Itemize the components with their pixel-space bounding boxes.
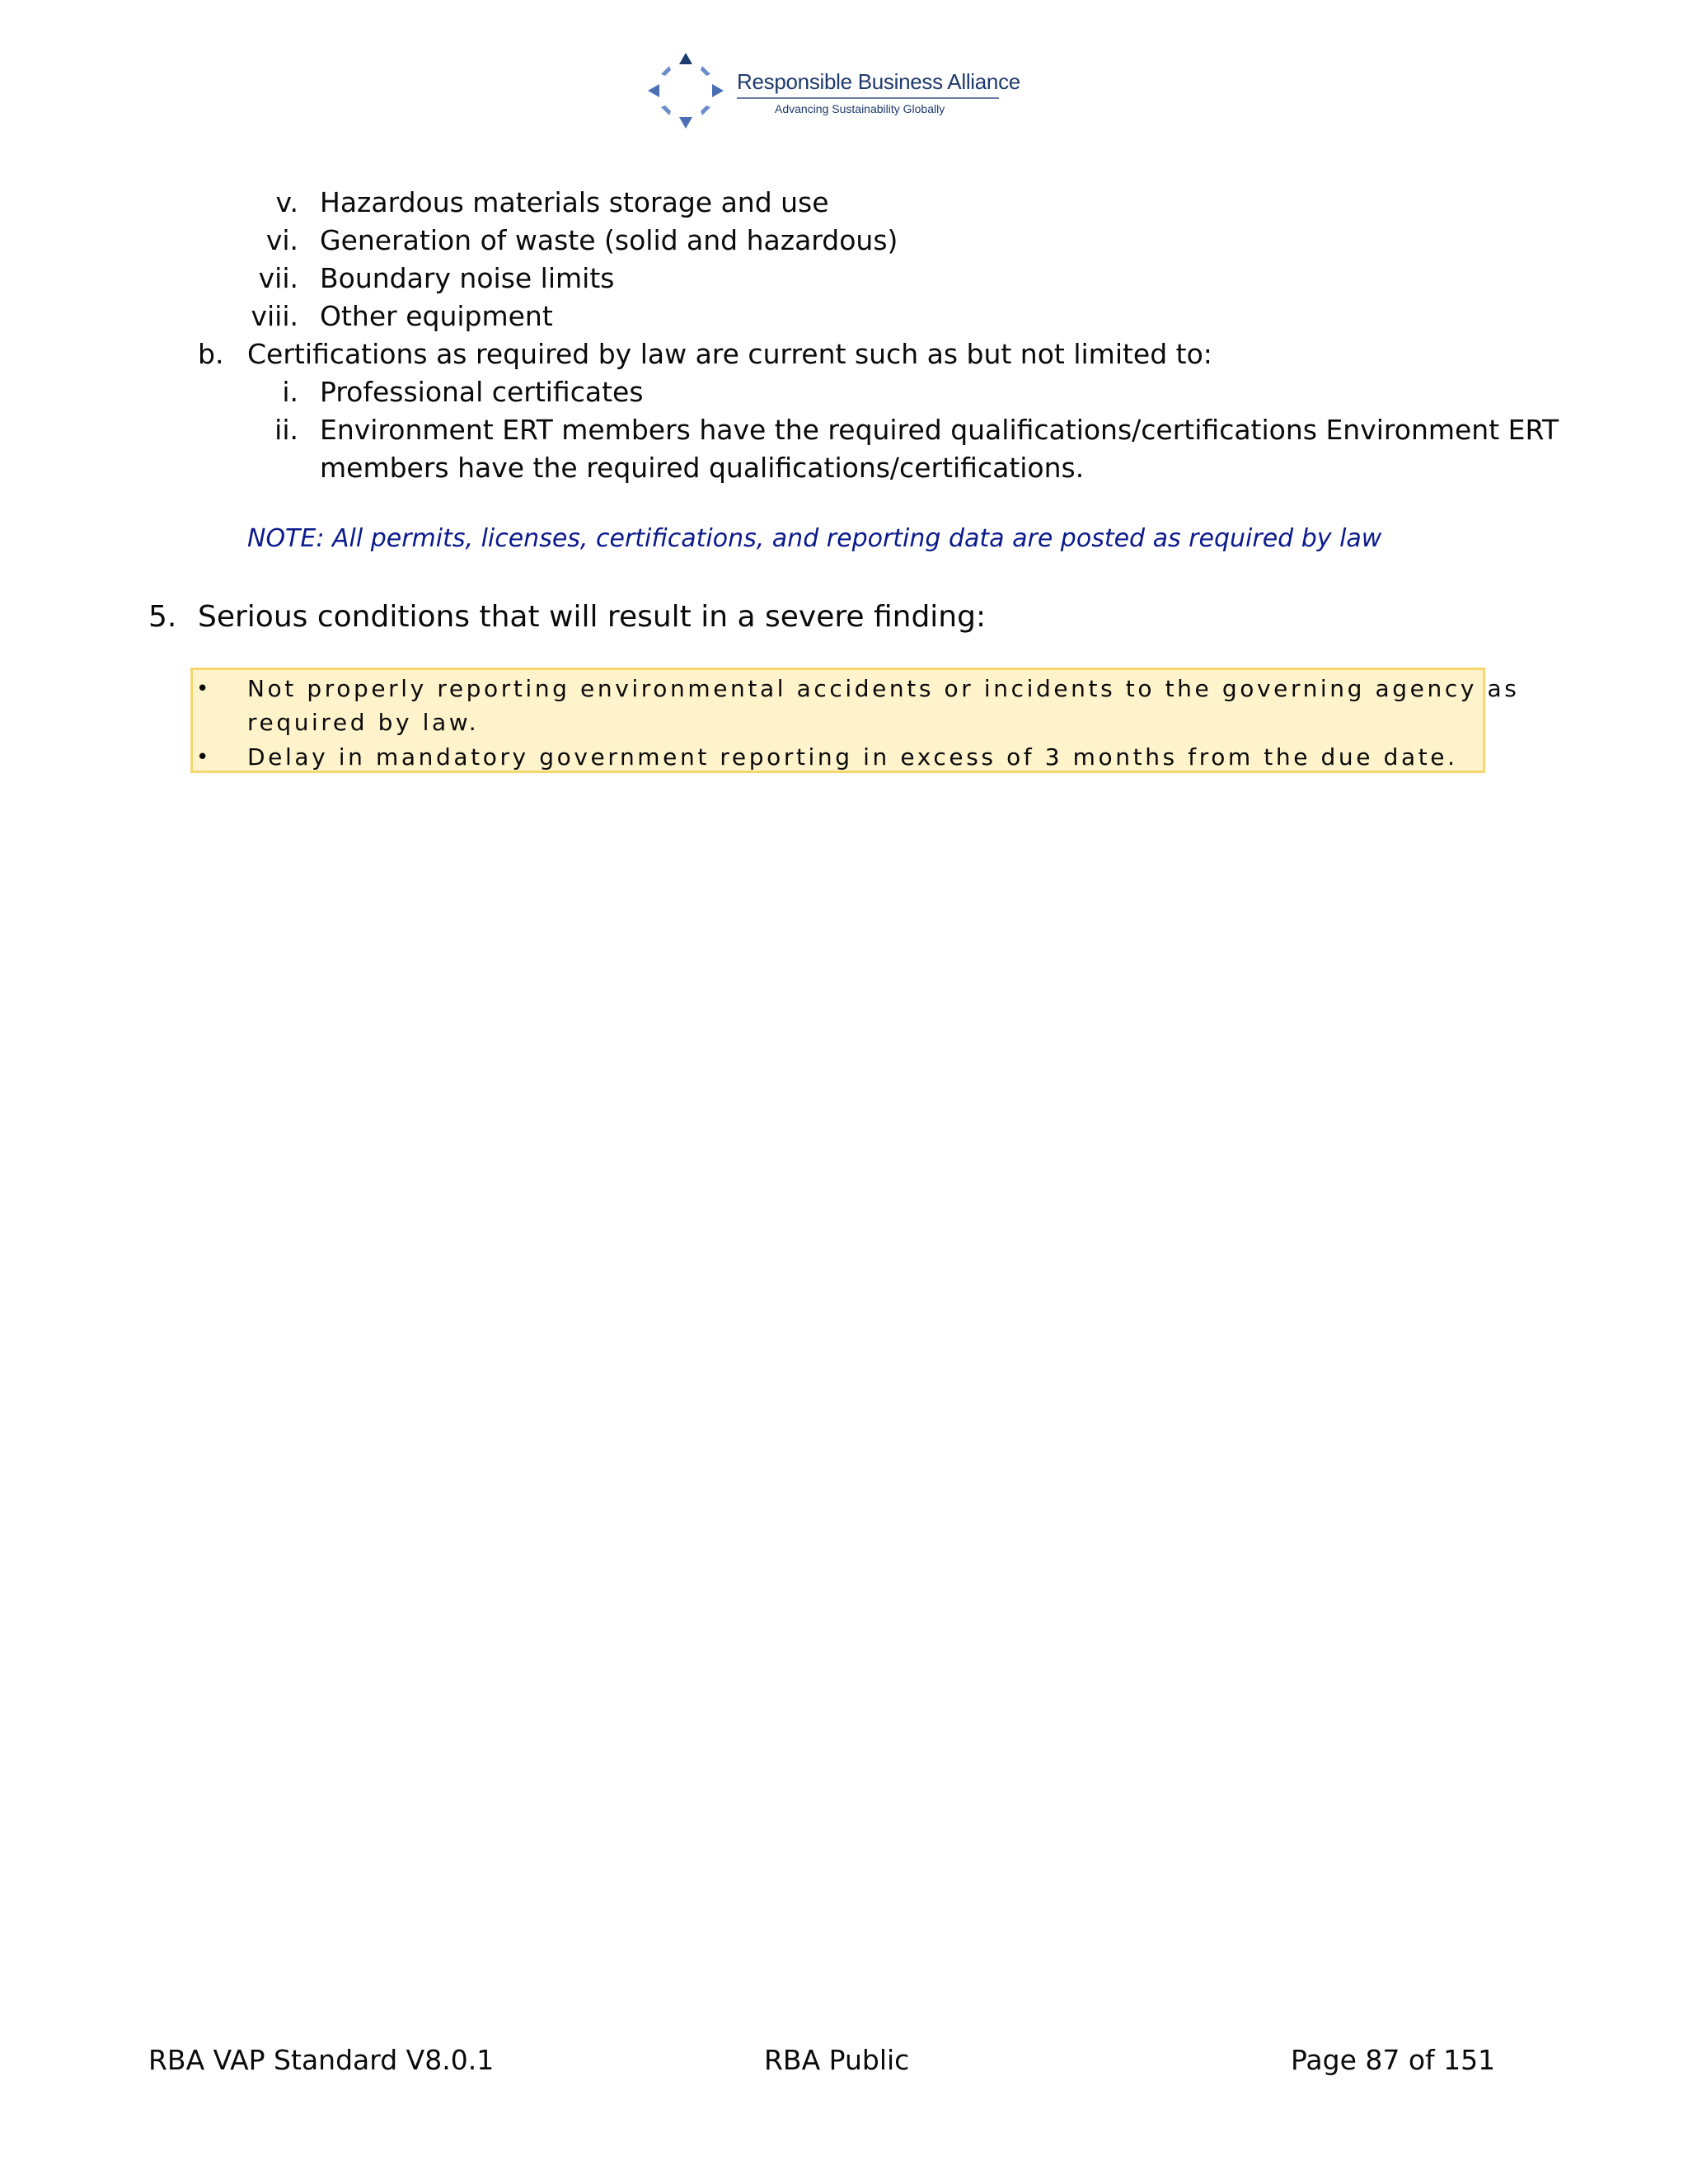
list-item-text: members have the required qualifications/certifications. (320, 452, 1085, 484)
list-item-number: ii. (274, 414, 298, 446)
severe-finding-text: Not properly reporting environmental accidents or incidents to the governing agency as (247, 675, 1520, 702)
rba-logo (645, 49, 1020, 132)
list-item-number: b. (198, 338, 224, 370)
list-item-text: Other equipment (320, 300, 553, 332)
bullet-icon: • (196, 745, 209, 770)
list-item-number: vi. (265, 224, 298, 256)
list-item-number: i. (282, 376, 298, 408)
severe-findings-box (190, 668, 1520, 773)
footer-document-title: RBA VAP Standard V8.0.1 (148, 2044, 495, 2076)
list-item-text: Generation of waste (solid and hazardous) (320, 224, 898, 256)
logo-name: Responsible Business Alliance (737, 69, 1020, 94)
list-item-number: v. (275, 186, 298, 218)
logo-divider (737, 97, 999, 99)
list-item-text: Hazardous materials storage and use (320, 186, 829, 218)
severe-finding-text: Delay in mandatory government reporting in excess of 3 months from the due date. (247, 743, 1458, 771)
list-item-text: Professional certificates (320, 376, 644, 408)
list-item-number: vii. (258, 262, 298, 294)
section-number: 5. (148, 600, 177, 634)
footer-page-number: Page 87 of 151 (1291, 2044, 1496, 2076)
list-item-text: Environment ERT members have the required qualifications/certifications Environment ERT (320, 414, 1559, 446)
section-heading: Serious conditions that will result in a severe finding: (198, 600, 987, 634)
logo-tagline: Advancing Sustainability Globally (775, 102, 945, 115)
footer-classification: RBA Public (764, 2044, 910, 2076)
list-item-text: Certifications as required by law are current such as but not limited to: (247, 338, 1212, 370)
note-text: NOTE: All permits, licenses, certifications, and reporting data are posted as required by law (247, 524, 1382, 553)
compass-logo-icon (645, 49, 727, 132)
list-item-number: viii. (251, 300, 298, 332)
severe-finding-text: required by law. (247, 709, 480, 736)
bullet-icon: • (196, 677, 209, 701)
list-item-text: Boundary noise limits (320, 262, 615, 294)
